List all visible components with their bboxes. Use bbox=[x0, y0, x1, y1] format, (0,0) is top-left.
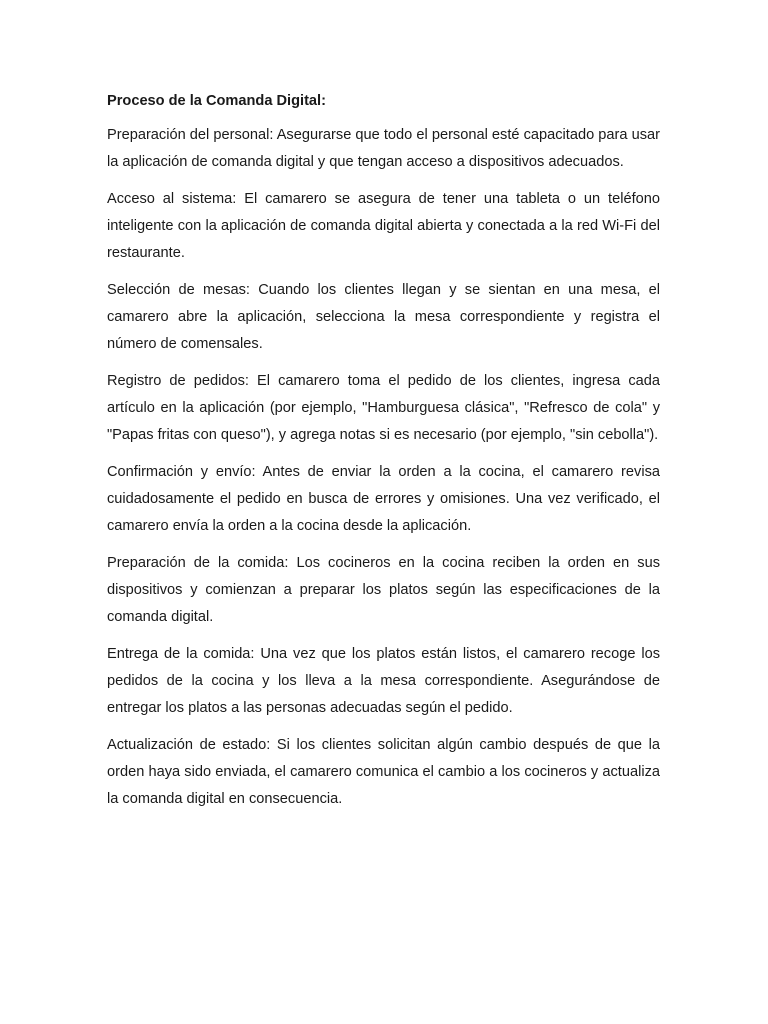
document-title: Proceso de la Comanda Digital: bbox=[107, 93, 326, 109]
paragraph-seleccion-mesas: Selección de mesas: Cuando los clientes llegan y se sientan en una mesa, el camarero abre la aplicación, selecciona la mesa correspondiente y registra el número de comensales. bbox=[107, 282, 660, 352]
paragraph-entrega-comida: Entrega de la comida: Una vez que los platos están listos, el camarero recoge los pedidos de la cocina y los lleva a la mesa correspondiente. Asegurándose de entregar los platos a las personas adecuadas según el pedido. bbox=[107, 646, 660, 716]
paragraph-preparacion-comida: Preparación de la comida: Los cocineros en la cocina reciben la orden en sus dispositivos y comienzan a preparar los platos según las especificaciones de la comanda digital. bbox=[107, 555, 660, 625]
paragraph-registro-pedidos: Registro de pedidos: El camarero toma el pedido de los clientes, ingresa cada artículo en la aplicación (por ejemplo, "Hamburguesa clásica", "Refresco de cola" y "Papas fritas con queso"), y agrega notas si es necesario (por ejemplo, "sin cebolla"). bbox=[107, 373, 660, 443]
paragraph-actualizacion-estado: Actualización de estado: Si los clientes solicitan algún cambio después de que la orden haya sido enviada, el camarero comunica el cambio a los cocineros y actualiza la comanda digital en consecuencia. bbox=[107, 737, 660, 807]
paragraph-preparacion-personal: Preparación del personal: Asegurarse que todo el personal esté capacitado para usar la aplicación de comanda digital y que tengan acceso a dispositivos adecuados. bbox=[107, 127, 660, 170]
document-body bbox=[107, 90, 660, 823]
paragraph-acceso-sistema: Acceso al sistema: El camarero se asegura de tener una tableta o un teléfono inteligente con la aplicación de comanda digital abierta y conectada a la red Wi-Fi del restaurante. bbox=[107, 191, 660, 261]
paragraph-confirmacion-envio: Confirmación y envío: Antes de enviar la orden a la cocina, el camarero revisa cuidadosamente el pedido en busca de errores y omisiones. Una vez verificado, el camarero envía la orden a la cocina desde la aplicación. bbox=[107, 464, 660, 534]
